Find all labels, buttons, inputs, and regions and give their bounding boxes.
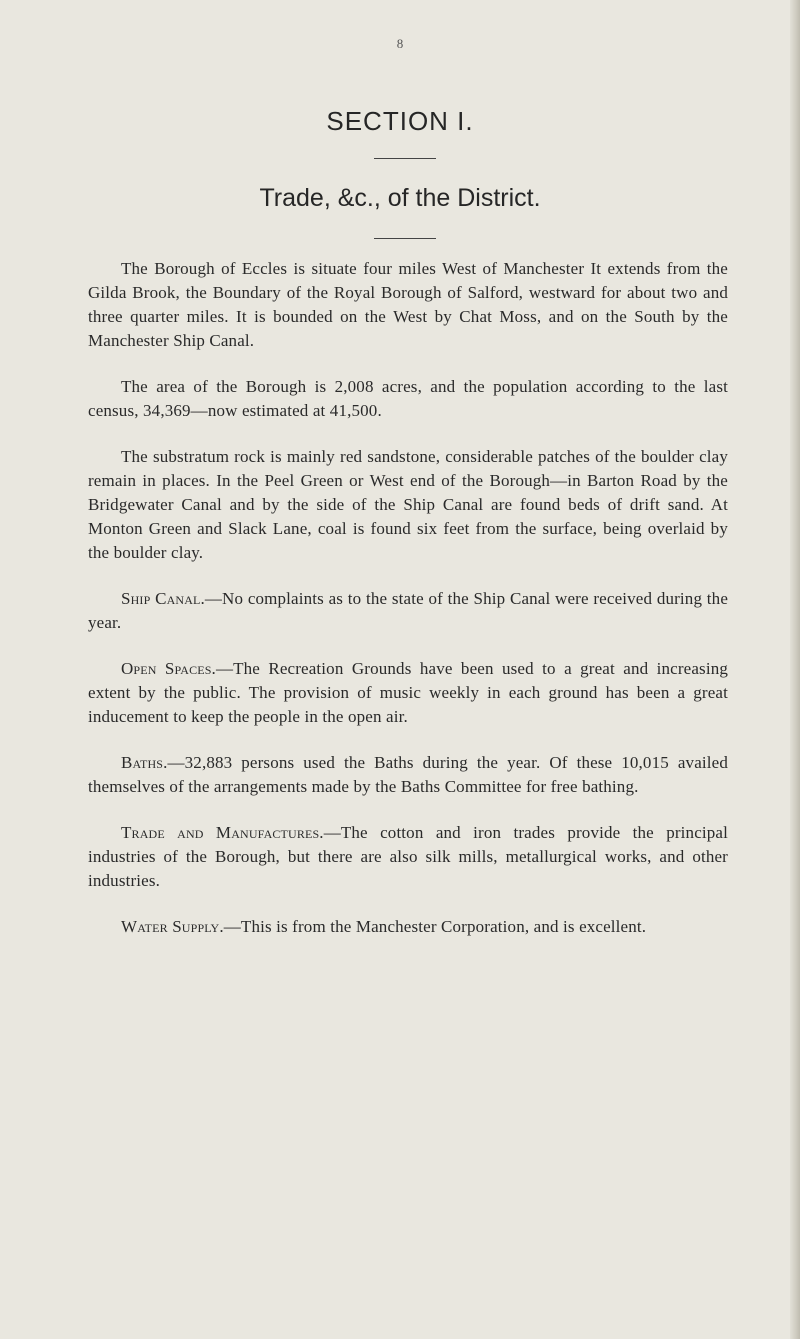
page-number: 8 [396, 36, 404, 51]
section-title: SECTION I. [326, 106, 474, 136]
paragraph-text: The area of the Borough is 2,008 acres, and the population according to the last census, 34,369—now estimated at 41,500. [88, 377, 728, 420]
paragraph-lead: Baths. [121, 753, 168, 772]
paragraph-text: —32,883 persons used the Baths during the year. Of these 10,015 availed themselves of the arrangements made by the Baths Committee for free bathing. [88, 753, 728, 796]
paragraph-text: —The cotton and iron trades provide the principal industries of the Borough, but there are also silk mills, metallurgical works, and other industries. [88, 823, 728, 890]
paragraph-text: The Borough of Eccles is situate four miles West of Manchester It extends from the Gilda Brook, the Boundary of the Royal Borough of Salford, westward for about two and three quarter miles. It is bounded on the West by Chat Moss, and on the South by the Manchester Ship Canal. [88, 259, 728, 350]
paragraph-lead: Trade and Manufactures. [121, 823, 324, 842]
paragraph [88, 657, 728, 729]
paragraph [88, 587, 728, 635]
paragraph [88, 751, 728, 799]
paragraph-lead: Water Supply. [121, 917, 224, 936]
paragraph [88, 915, 728, 939]
paragraph [88, 445, 728, 565]
paragraph-text: —No complaints as to the state of the Ship Canal were received during the year. [88, 589, 729, 632]
page-heading: Trade, &c., of the District. [259, 184, 541, 212]
paragraph [88, 257, 728, 353]
divider-rule [374, 158, 436, 159]
paragraph-lead: Open Spaces. [121, 659, 216, 678]
body-text [88, 257, 728, 961]
paragraph [88, 375, 728, 423]
paragraph-text: —The Recreation Grounds have been used to a great and increasing extent by the public. The provision of music weekly in each ground has been a great inducement to keep the people in the open air. [88, 659, 728, 726]
paragraph-text: The substratum rock is mainly red sandstone, considerable patches of the boulder clay remain in places. In the Peel Green or West end of the Borough—in Barton Road by the Bridgewater Canal and by the side of the Ship Canal are found beds of drift sand. At Monton Green and Slack Lane, coal is found six feet from the surface, being overlaid by the boulder clay. [88, 447, 728, 562]
paragraph-lead: Ship Canal. [121, 589, 205, 608]
paragraph-text: —This is from the Manchester Corporation, and is excellent. [223, 917, 647, 936]
divider-rule [374, 238, 436, 239]
paragraph [88, 821, 728, 893]
